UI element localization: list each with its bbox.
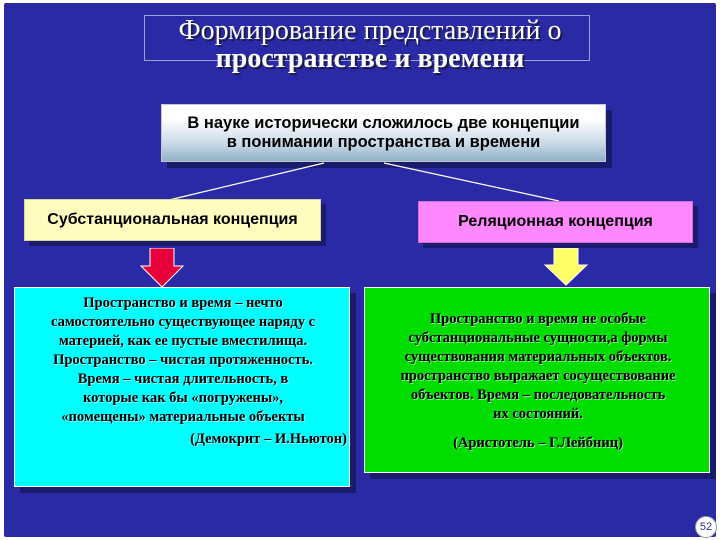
panel-line: Пространство – чистая протяженность. (53, 352, 313, 368)
panel-line: Пространство и время – нечто (83, 295, 283, 311)
relational-concept-panel (364, 287, 710, 473)
panel-line: существования материальных объектов. (404, 349, 672, 365)
panel-line: материей, как ее пустые вместилища. (58, 333, 308, 349)
panel-line: пространство выражает сосуществование (400, 368, 676, 384)
panel-line: самостоятельно существующее наряду с (50, 314, 316, 330)
substantial-concept-panel (14, 287, 350, 487)
panel-line: субстанциональные сущности,а формы (408, 330, 668, 346)
substantial-concept-label: Субстанциональная концепция (24, 199, 321, 241)
relational-authors: (Аристотель – Г.Лейбниц) (453, 435, 623, 451)
panel-line: Пространство и время не особые (429, 311, 647, 327)
panel-line: «помещены» материальные объекты (61, 409, 305, 425)
down-arrow-right-icon (544, 248, 588, 286)
concept-line-1: В науке исторически сложилось две концепции (187, 114, 580, 132)
panel-line: Время – чистая длительность, в (77, 371, 289, 387)
down-arrow-left-icon (140, 248, 184, 288)
concept-line-2: в понимании пространства и времени (226, 133, 541, 151)
relational-concept-text (365, 310, 711, 453)
substantial-concept-text (15, 294, 351, 449)
panel-line: их состояний. (493, 406, 583, 422)
title-line-2: пространстве и времени (215, 43, 525, 74)
page-number-badge: 52 (695, 516, 717, 538)
slide-background (4, 3, 716, 537)
panel-line: объектов. Время – последовательность (410, 387, 666, 403)
title-line-1: Формирование представлений о (178, 15, 562, 46)
substantial-authors: (Демокрит – И.Ньютон) (190, 431, 347, 447)
relational-concept-label: Реляционная концепция (418, 201, 693, 243)
panel-line: которые как бы «погружены», (82, 390, 284, 406)
